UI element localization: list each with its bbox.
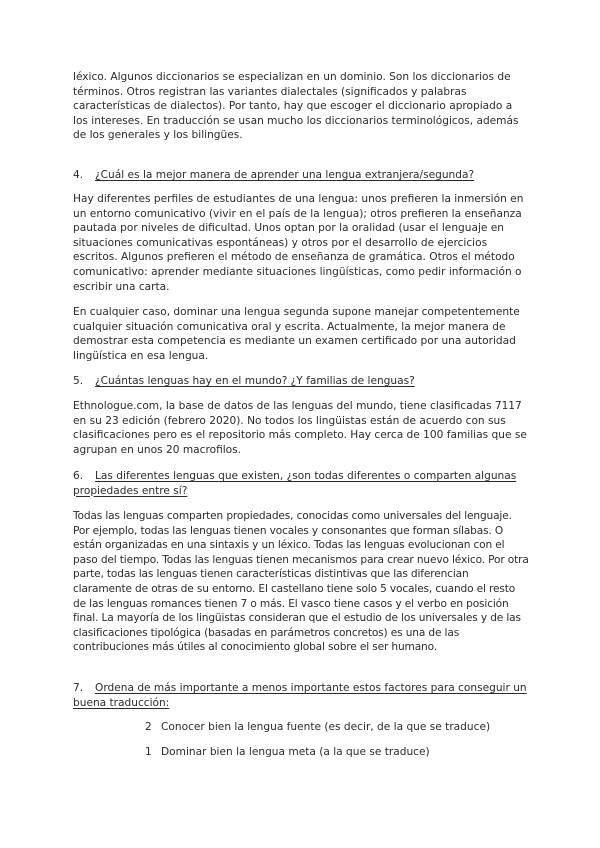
ranking-number: 1: [145, 746, 152, 758]
question-5-text: ¿Cuántas lenguas hay en el mundo? ¿Y familias de lenguas?: [95, 375, 415, 387]
paragraph-universals: Todas las lenguas comparten propiedades, conocidas como universales del lenguaje. Por ejemplo, todas las lenguas tienen vocales y consonantes que forman sílabas. O están organizadas en una sintaxis y un léxico. Todas las lenguas evolucionan con el paso del tiempo. Todas las lenguas tienen mecanismos para crear nuevo léxico. Por otra parte, todas las lenguas tienen características distintivas que las diferencian claramente de otras de su entorno. El castellano tiene solo 5 vocales, cuando el resto de las lenguas romances tienen 7 o más. El vasco tiene casos y el verbo en posición final. La mayoría de los lingüistas consideran que el estudio de los universales y de las clasificaciones tipológica (basadas en parámetros concretos) es una de las contribuciones más útiles al conocimiento global sobre el ser humano.: [73, 510, 529, 654]
question-6: [73, 469, 529, 498]
paragraph-ethnologue: Ethnologue.com, la base de datos de las lenguas del mundo, tiene clasificadas 7117 en su 23 edición (febrero 2020). No todos los lingüistas están de acuerdo con sus clasificaciones pero es el repositorio más completo. Hay cerca de 100 familias que se agrupan en unos 20 macrofilos.: [73, 400, 527, 456]
ranking-item: [145, 745, 430, 760]
ranking-text: Dominar bien la lengua meta (a la que se traduce): [161, 746, 430, 758]
ranking-number: 2: [145, 721, 152, 733]
paragraph-learner-profiles: Hay diferentes perfiles de estudiantes de una lengua: unos prefieren la inmersión en un entorno comunicativo (vivir en el país de la lengua); otros prefieren la enseñanza pautada por niveles de dificultad. Unos optan por la oralidad (usar el lenguaje en situaciones comunicativas espontáneas) y otros por el desarrollo de ejercicios escritos. Algunos prefieren el método de enseñanza de gramática. Otros el método comunicativo: aprender mediante situaciones lingüísticas, como pedir información o escribir una carta.: [73, 193, 524, 293]
question-6-text: Las diferentes lenguas que existen, ¿son todas diferentes o comparten algunas propiedades entre sí?: [73, 470, 517, 497]
paragraph-dictionaries: léxico. Algunos diccionarios se especializan en un dominio. Son los diccionarios de términos. Otros registran las variantes dialectales (significados y palabras características de dialectos). Por tanto, hay que escoger el diccionario apropiado a los intereses. En traducción se usan mucho los diccionarios terminológicos, además de los generales y los bilingües.: [73, 71, 519, 142]
question-7: [73, 681, 529, 710]
ranking-item: [145, 720, 490, 735]
question-7-number: 7.: [73, 682, 84, 694]
question-6-number: 6.: [73, 470, 84, 482]
question-4-number: 4.: [73, 169, 84, 181]
question-5-number: 5.: [73, 375, 84, 387]
paragraph-language-mastery: En cualquier caso, dominar una lengua segunda supone manejar competentemente cualquier situación comunicativa oral y escrita. Actualmente, la mejor manera de demostrar esta competencia es mediante un examen certificado por una autoridad lingüística en esa lengua.: [73, 306, 520, 362]
ranking-text: Conocer bien la lengua fuente (es decir, de la que se traduce): [161, 721, 491, 733]
question-5: [73, 374, 529, 389]
question-7-text: Ordena de más importante a menos importante estos factores para conseguir un buena traducción:: [73, 682, 527, 709]
question-4: [73, 168, 529, 183]
question-4-text: ¿Cuál es la mejor manera de aprender una lengua extranjera/segunda?: [95, 169, 475, 181]
